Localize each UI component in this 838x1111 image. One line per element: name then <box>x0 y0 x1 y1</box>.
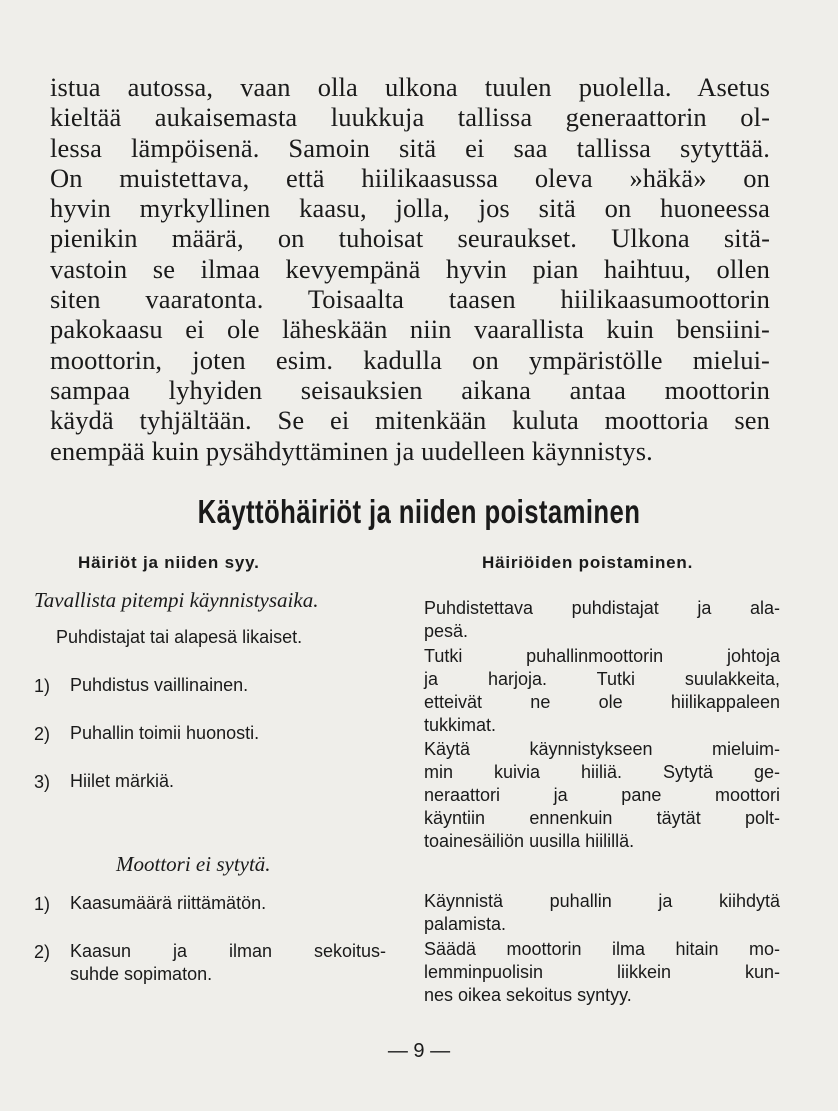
subheading-no-ignition: Moottori ei sytytä. <box>116 852 271 876</box>
text-line: siten vaaratonta. Toisaalta taasen hiilikaasumoottorin <box>50 284 770 315</box>
cause-fan-poor: Puhallin toimii huonosti. <box>70 723 260 743</box>
cause-cleaning-incomplete: Puhdistus vaillinainen. <box>70 675 249 695</box>
text-line: etteivät ne ole hiilikappaleen <box>424 692 780 712</box>
text-line: käydä tyhjältään. Se ei mitenkään kuluta moottoria sen <box>50 405 770 436</box>
text-line: Käytä käynnistykseen mieluim- <box>424 739 780 759</box>
text-line: pesä. <box>424 621 469 641</box>
text-line: Tutki puhallinmoottorin johtoja <box>424 646 780 666</box>
remedy-clean <box>424 597 780 643</box>
text-line: tukkimat. <box>424 715 497 735</box>
text-line: sampaa lyhyiden seisauksien aikana antaa moottorin <box>50 374 770 405</box>
text-line: suhde sopimaton. <box>70 964 213 984</box>
text-line: Käynnistä puhallin ja kiihdytä <box>424 891 780 911</box>
cause-dirty-cleaners: Puhdistajat tai alapesä likaiset. <box>56 627 303 647</box>
cause-mixture-wrong <box>70 940 386 986</box>
section-heading: Käyttöhäiriöt ja niiden poistaminen <box>197 493 641 530</box>
text-line: ja harjoja. Tutki suulakkeita, <box>424 669 780 689</box>
text-line: neraattori ja pane moottori <box>424 785 780 805</box>
text-line: istua autossa, vaan olla ulkona tuulen puolella. Asetus <box>50 72 770 102</box>
page-number: — 9 — <box>387 1040 451 1062</box>
column-header-right: Häiriöiden poistaminen. <box>482 553 694 572</box>
text-line: lessa lämpöisenä. Samoin sitä ei saa tallissa sytyttää. <box>50 132 770 163</box>
text-line: käyntiin ennenkuin täytät polt- <box>424 808 780 828</box>
text-line: Puhdistettava puhdistajat ja ala- <box>424 598 780 618</box>
cause-gas-insufficient: Kaasumäärä riittämätön. <box>70 893 267 913</box>
text-line: min kuivia hiiliä. Sytytä ge- <box>424 762 780 782</box>
cause-wet-coals: Hiilet märkiä. <box>70 771 175 791</box>
text-line: enempää kuin pysähdyttäminen ja uudelleen käynnistys. <box>50 435 653 466</box>
text-line: vastoin se ilmaa kevyempänä hyvin pian haihtuu, ollen <box>50 253 770 284</box>
text-line: nes oikea sekoitus syntyy. <box>424 985 632 1005</box>
text-line: On muistettava, että hiilikaasussa oleva »häkä» on <box>50 162 770 193</box>
text-line: lemminpuolisin liikkein kun- <box>424 962 780 982</box>
text-line: Säädä moottorin ilma hitain mo- <box>424 939 780 959</box>
item-number: 1) <box>34 676 51 696</box>
subheading-start-time: Tavallista pitempi käynnistysaika. <box>34 588 319 612</box>
text-line: palamista. <box>424 914 507 934</box>
remedy-adjust-air <box>424 938 780 1007</box>
text-line: toainesäiliön uusilla hiilillä. <box>424 831 635 851</box>
item-number: 1) <box>34 894 51 914</box>
column-header-left: Häiriöt ja niiden syy. <box>78 553 260 572</box>
text-line: Kaasun ja ilman sekoitus- <box>70 941 386 961</box>
text-line: moottorin, joten esim. kadulla on ympäristölle mielui- <box>50 344 770 375</box>
text-line: kieltää aukaisemasta luukkuja tallissa generaattorin ol- <box>50 102 770 133</box>
remedy-check-fan <box>424 645 780 737</box>
text-line: pienikin määrä, on tuhoisat seuraukset. Ulkona sitä- <box>50 223 770 254</box>
text-line: pakokaasu ei ole läheskään niin vaarallista kuin bensiini- <box>50 314 770 345</box>
remedy-start-fan <box>424 890 780 936</box>
item-number: 2) <box>34 942 51 962</box>
remedy-dry-coals <box>424 738 780 853</box>
item-number: 3) <box>34 772 51 792</box>
text-line: hyvin myrkyllinen kaasu, jolla, jos sitä on huoneessa <box>50 193 770 224</box>
intro-paragraph <box>50 72 770 466</box>
item-number: 2) <box>34 724 51 744</box>
